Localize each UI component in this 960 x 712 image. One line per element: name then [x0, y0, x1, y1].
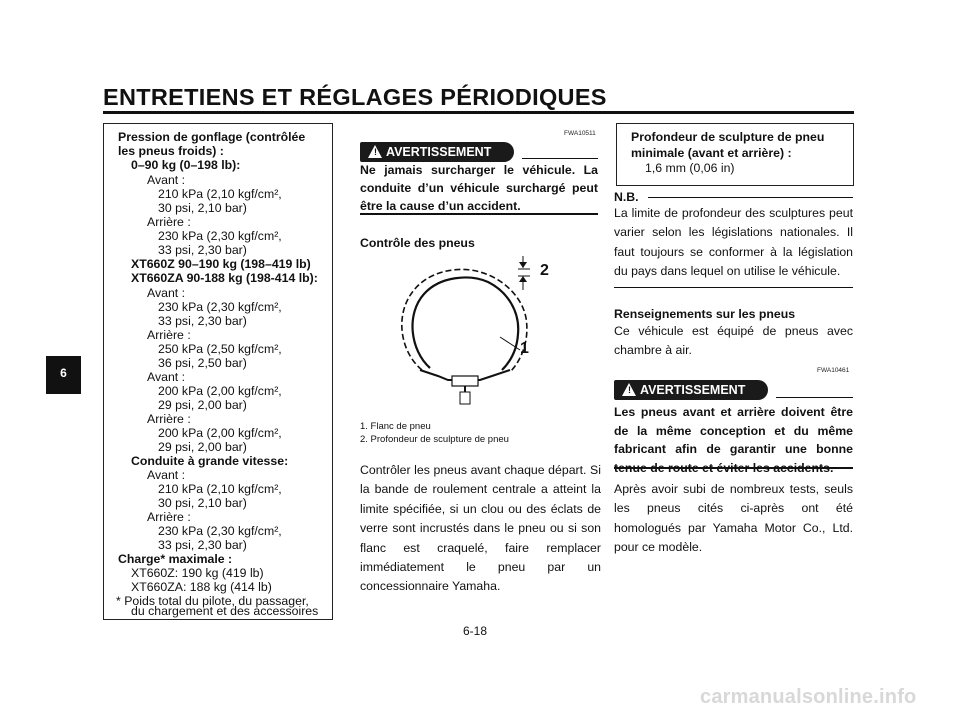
warning-reference-code: FWA10511 — [564, 130, 596, 137]
tire-info-title: Renseignements sur les pneus — [614, 307, 796, 321]
pressure-line: 30 psi, 2,10 bar) — [158, 201, 247, 215]
pressure-line: 29 psi, 2,00 bar) — [158, 440, 247, 454]
pressure-line: XT660Z: 190 kg (419 lb) — [131, 566, 264, 580]
pressure-line: Charge* maximale : — [118, 552, 233, 566]
warning-rule — [522, 158, 598, 159]
pressure-line: 250 kPa (2,50 kgf/cm², — [158, 342, 282, 356]
pressure-line: 30 psi, 2,10 bar) — [158, 496, 247, 510]
section-title: Contrôle des pneus — [360, 236, 475, 250]
tire-info-text: Ce véhicule est équipé de pneus avec chambre à air. — [614, 324, 853, 358]
pressure-line: 230 kPa (2,30 kgf/cm², — [158, 524, 282, 538]
warning-text: Ne jamais surcharger le véhicule. La conduite d’un véhicule surchargé peut être la cause d’un accident. — [360, 163, 598, 213]
pressure-line: 200 kPa (2,00 kgf/cm², — [158, 384, 282, 398]
pressure-line: XT660Z 90–190 kg (198–419 lb) — [131, 257, 311, 271]
tread-depth-line: Profondeur de sculpture de pneu — [631, 130, 825, 144]
chapter-tab: 6 — [46, 356, 81, 394]
pressure-line: Avant : — [147, 370, 186, 384]
pressure-line: du chargement et des accessoires — [131, 604, 319, 618]
figure-caption: 1. Flanc de pneu — [360, 421, 431, 432]
figure-label: 1 — [520, 340, 529, 357]
note-end-rule — [614, 287, 853, 288]
tread-depth-line: minimale (avant et arrière) : — [631, 146, 792, 160]
note-text: La limite de profondeur des sculptures peut varier selon les législations nationales. Il faut toujours se conformer à la législation du pays dans lequel on utilise le véhicule. — [614, 206, 853, 279]
pressure-line: 200 kPa (2,00 kgf/cm², — [158, 426, 282, 440]
warning-label: AVERTISSEMENT — [386, 145, 492, 159]
tire-check-body: Contrôler les pneus avant chaque départ. Si la bande de roulement centrale a atteint la limite spécifiée, si un clou ou des éclats de verre sont incrustés dans le pneu ou si son flanc est craquelé, faire remplacer immédiatement le pneu par un concessionnaire Yamaha. — [360, 463, 601, 594]
pressure-line: 29 psi, 2,00 bar) — [158, 398, 247, 412]
pressure-line: 230 kPa (2,30 kgf/cm², — [158, 300, 282, 314]
figure-caption: 2. Profondeur de sculpture de pneu — [360, 434, 509, 445]
pressure-line: 33 psi, 2,30 bar) — [158, 243, 247, 257]
pressure-line: 210 kPa (2,10 kgf/cm², — [158, 482, 282, 496]
pressure-line: Arrière : — [147, 412, 191, 426]
warning-rule — [776, 397, 853, 398]
pressure-line: les pneus froids) : — [118, 144, 224, 158]
homologation-body: Après avoir subi de nombreux tests, seuls les pneus cités ci-après ont été homologués par Yamaha Motor Co., Ltd. pour ce modèle. — [614, 482, 853, 555]
pressure-line: 33 psi, 2,30 bar) — [158, 314, 247, 328]
warning-end-rule — [360, 213, 598, 215]
pressure-line: XT660ZA 90-188 kg (198-414 lb): — [131, 271, 318, 285]
warning-banner — [614, 380, 768, 400]
note-rule — [648, 197, 853, 198]
pressure-line: Pression de gonflage (contrôlée — [118, 130, 306, 144]
tire-cross-section-figure — [380, 252, 560, 412]
pressure-line: Arrière : — [147, 328, 191, 342]
pressure-line: Arrière : — [147, 510, 191, 524]
warning-triangle-icon: ! — [622, 383, 636, 396]
pressure-line: 210 kPa (2,10 kgf/cm², — [158, 187, 282, 201]
page-number: 6-18 — [463, 624, 488, 638]
pressure-line: * Poids total du pilote, du passager, — [116, 594, 309, 608]
warning-banner — [360, 142, 514, 162]
watermark: carmanualsonline.info — [700, 686, 917, 708]
tread-depth-value: 1,6 mm (0,06 in) — [645, 161, 735, 175]
pressure-line: 36 psi, 2,50 bar) — [158, 356, 247, 370]
pressure-line: Avant : — [147, 286, 186, 300]
warning-text: Les pneus avant et arrière doivent être de la même conception et du même fabricant afin de garantir une bonne — [614, 405, 853, 457]
pressure-line: Avant : — [147, 468, 186, 482]
pressure-line: 230 kPa (2,30 kgf/cm², — [158, 229, 282, 243]
pressure-line: Conduite à grande vitesse: — [131, 454, 289, 468]
warning-label: AVERTISSEMENT — [640, 383, 746, 397]
figure-label: 2 — [540, 262, 549, 279]
pressure-line: 33 psi, 2,30 bar) — [158, 538, 247, 552]
pressure-line: Arrière : — [147, 215, 191, 229]
note-label: N.B. — [614, 190, 639, 204]
pressure-line: XT660ZA: 188 kg (414 lb) — [131, 580, 272, 594]
pressure-line: Avant : — [147, 173, 186, 187]
warning-end-rule — [614, 467, 853, 469]
header-rule — [103, 111, 854, 114]
page-header-title: ENTRETIENS ET RÉGLAGES PÉRIODIQUES — [103, 84, 607, 110]
warning-triangle-icon: ! — [368, 145, 382, 158]
pressure-line: 0–90 kg (0–198 lb): — [131, 158, 241, 172]
warning-reference-code: FWA10461 — [817, 367, 850, 374]
